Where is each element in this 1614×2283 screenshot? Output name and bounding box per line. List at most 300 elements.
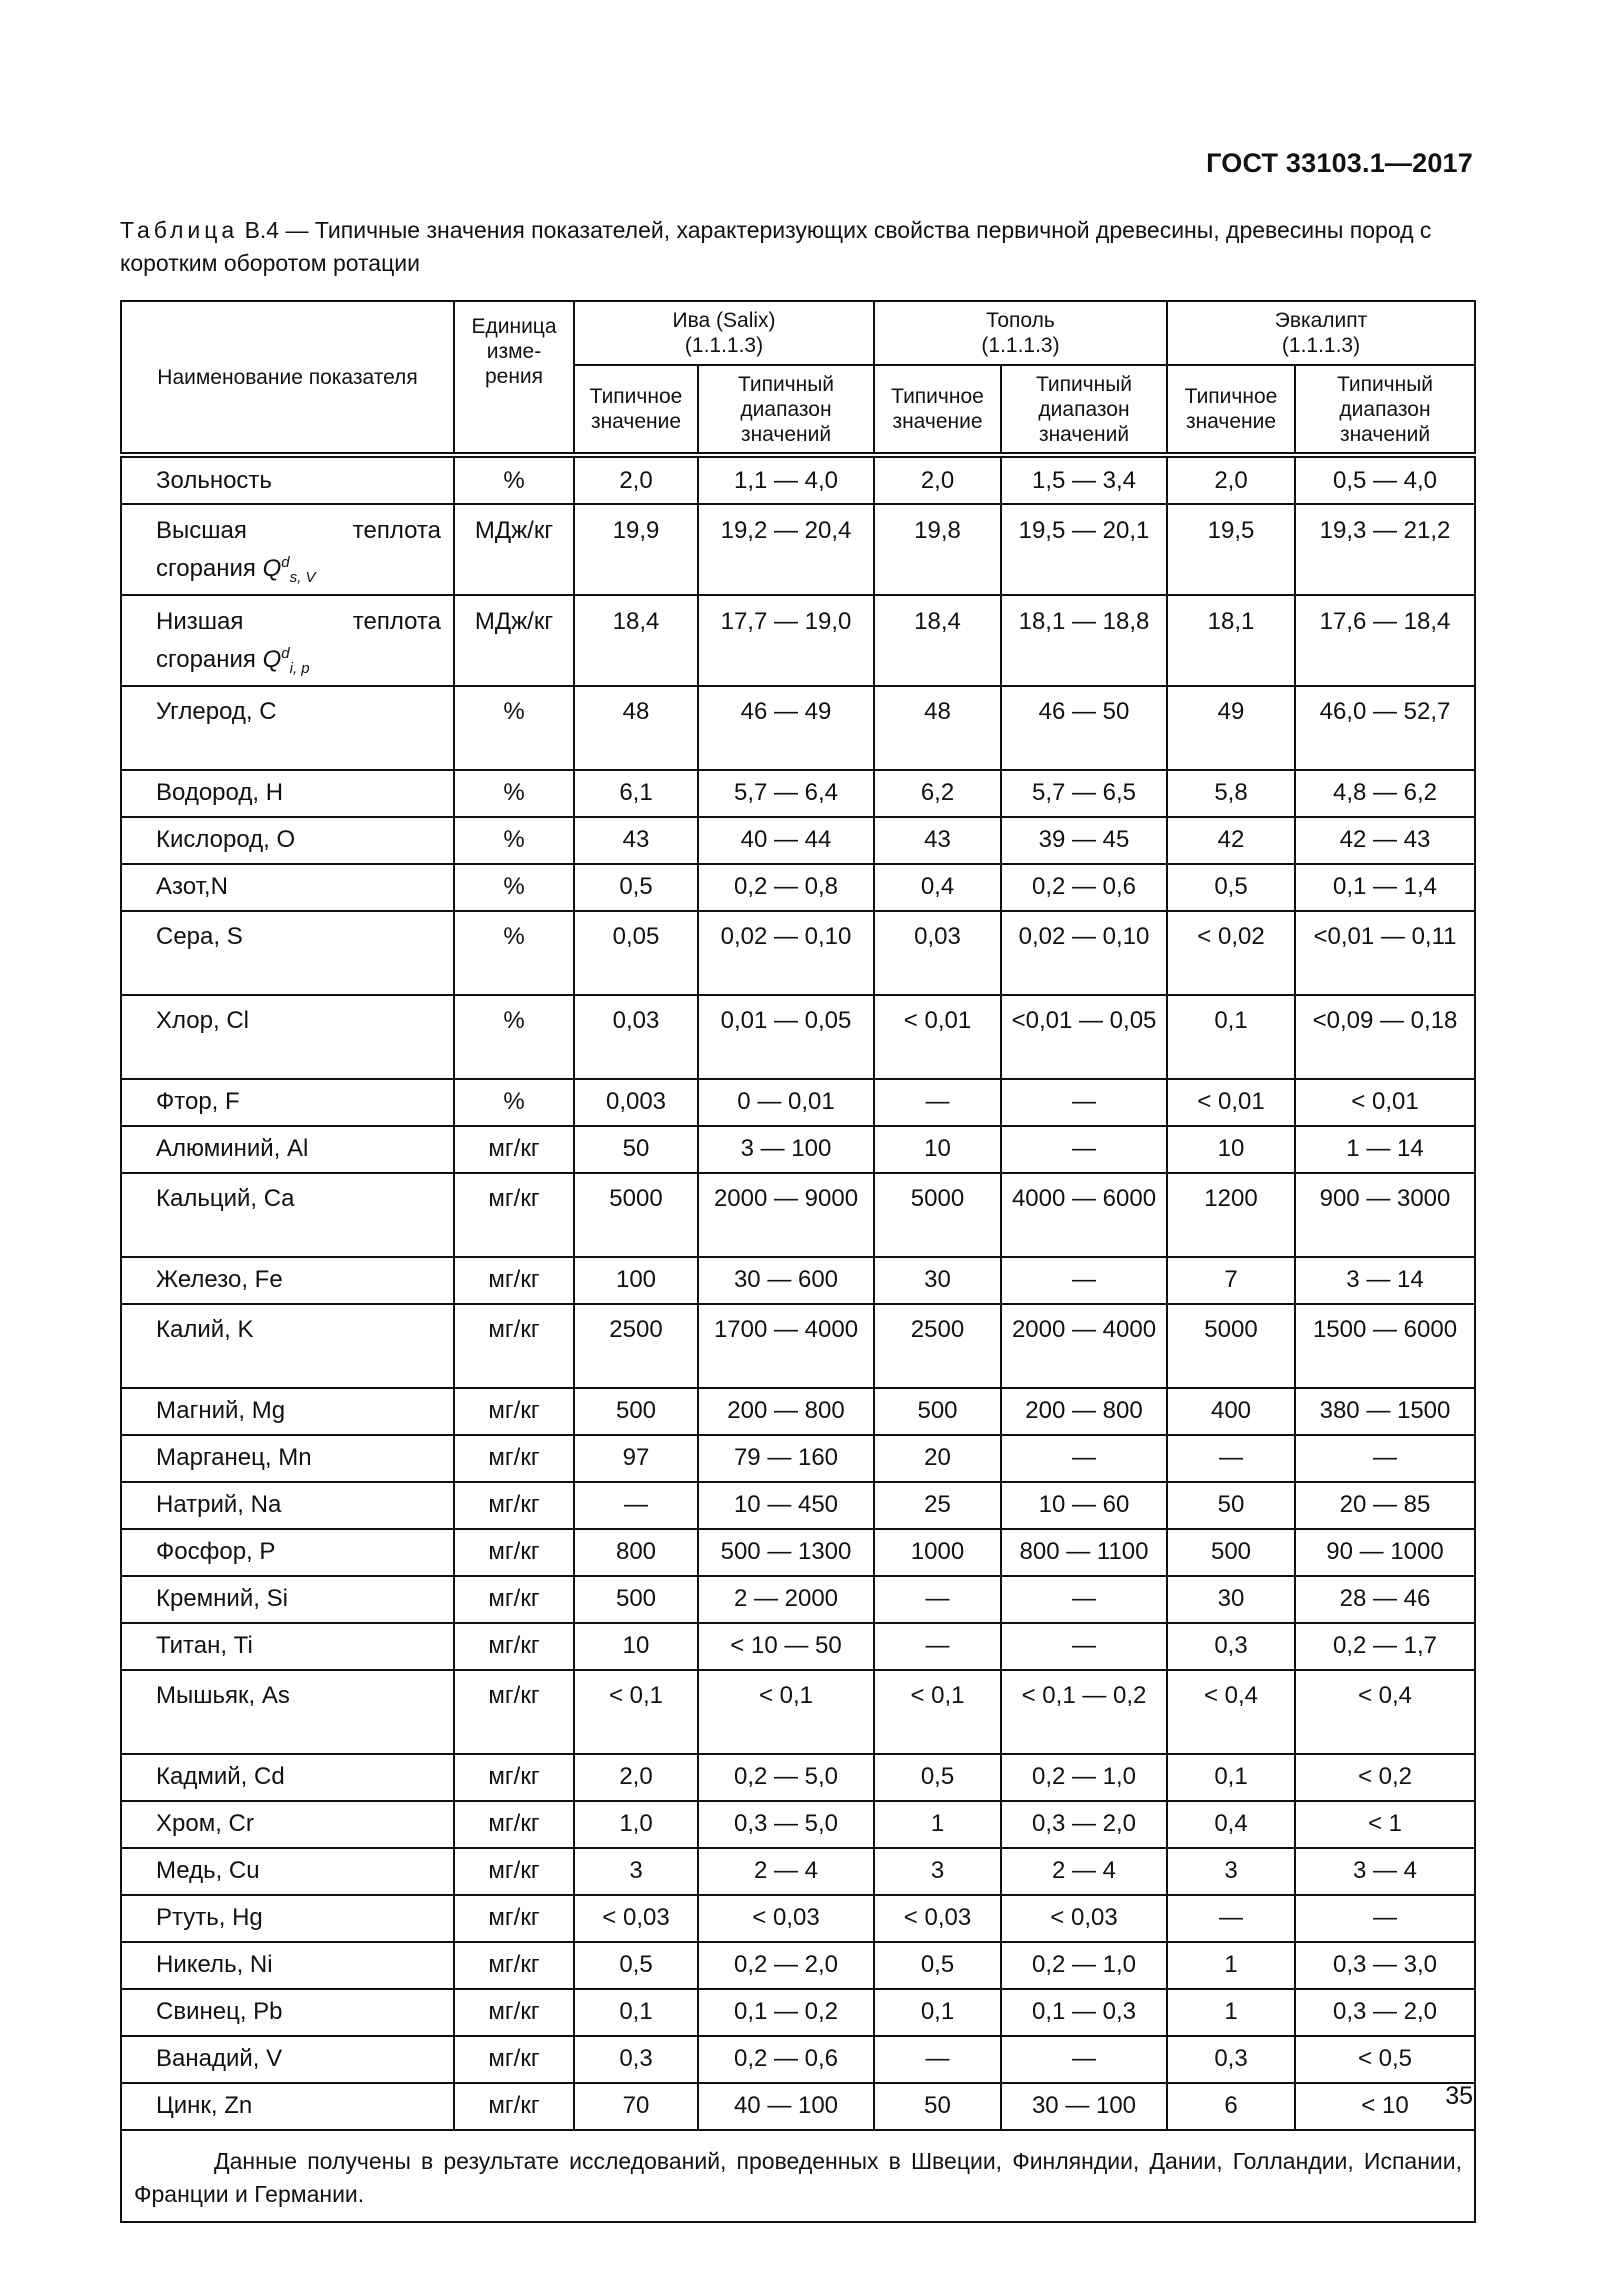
cell-typical: — [1167,1435,1295,1482]
row-name [121,1257,454,1304]
cell-range: 0,02 — 0,10 [1001,911,1167,995]
heat-symbol-sub: s, V [289,568,316,586]
cell-typical: 1000 [874,1529,1001,1576]
cell-range: 46 — 49 [698,686,874,770]
cell-typical: 400 [1167,1388,1295,1435]
cell-typical: < 0,01 [1167,1079,1295,1126]
cell-range: 79 — 160 [698,1435,874,1482]
row-name-text: Мышьяк, As [156,1681,290,1709]
row-name [121,1623,454,1670]
cell-range: — [1001,2036,1167,2083]
heat-symbol-sup: d [281,554,290,571]
row-name-text: Кальций, Ca [156,1184,295,1212]
row-unit: мг/кг [454,1529,574,1576]
row-unit: МДж/кг [454,595,574,686]
cell-range: 90 — 1000 [1295,1529,1475,1576]
cell-range: — [1001,1623,1167,1670]
row-name-text: Кислород, O [156,826,296,854]
row-name-text: Свинец, Pb [156,1998,283,2026]
row-name-text: Титан, Ti [156,1632,253,1660]
cell-typical: 3 [1167,1848,1295,1895]
table-row [121,595,1475,686]
row-name-text: Фосфор, P [156,1538,276,1566]
row-unit: мг/кг [454,1388,574,1435]
cell-range: 0,1 — 0,2 [698,1989,874,2036]
caption-label: Таблица [120,217,239,243]
cell-range: 1 — 14 [1295,1126,1475,1173]
table-row [121,1801,1475,1848]
cell-typical: 500 [1167,1529,1295,1576]
cell-range: 19,5 — 20,1 [1001,504,1167,595]
heat-symbol-sub: i, p [289,659,310,677]
cell-typical: 1 [874,1801,1001,1848]
cell-typical: < 0,1 [874,1670,1001,1754]
row-name-text: Калий, K [156,1315,254,1343]
cell-typical: < 0,1 [574,1670,698,1754]
cell-typical: 48 [574,686,698,770]
cell-range: < 0,03 [1001,1895,1167,1942]
cell-range: 0,2 — 5,0 [698,1754,874,1801]
cell-typical: 0,1 [1167,995,1295,1079]
table-row [121,1126,1475,1173]
table-row [121,911,1475,995]
subheader-typical: Типичное значение [574,365,698,455]
group-name: Эвкалипт [1274,309,1368,332]
row-unit: мг/кг [454,1576,574,1623]
row-name [121,1482,454,1529]
cell-typical: 500 [574,1388,698,1435]
cell-typical: 2,0 [574,1754,698,1801]
row-name-text: Фтор, F [156,1088,240,1116]
header-group-willow [574,301,874,365]
cell-typical: 500 [874,1388,1001,1435]
cell-range: 17,7 — 19,0 [698,595,874,686]
cell-range: 0,3 — 2,0 [1295,1989,1475,2036]
subheader-range: Типичный диапазон значений [1295,365,1475,455]
cell-range: 39 — 45 [1001,817,1167,864]
cell-range: 800 — 1100 [1001,1529,1167,1576]
cell-typical: 800 [574,1529,698,1576]
cell-range: 5,7 — 6,5 [1001,770,1167,817]
cell-range: <0,01 — 0,05 [1001,995,1167,1079]
table-footnote-cell [121,2130,1475,2222]
cell-range: 30 — 100 [1001,2083,1167,2130]
row-name [121,1079,454,1126]
cell-typical: 50 [1167,1482,1295,1529]
cell-range: — [1001,1257,1167,1304]
cell-typical: 0,3 [1167,1623,1295,1670]
table-row [121,2036,1475,2083]
row-unit: % [454,864,574,911]
cell-typical: 0,05 [574,911,698,995]
cell-range: 0,2 — 1,7 [1295,1623,1475,1670]
row-name [121,817,454,864]
cell-typical: 1 [1167,1942,1295,1989]
heat-symbol: $Q^d_{i, p}$ [262,644,310,677]
cell-range: 3 — 100 [698,1126,874,1173]
cell-range: 0,3 — 3,0 [1295,1942,1475,1989]
cell-range: — [1001,1079,1167,1126]
cell-typical: 0,4 [874,864,1001,911]
header-group-poplar [874,301,1167,365]
row-name [121,1173,454,1257]
group-ref: (1.1.1.3) [684,334,764,357]
cell-typical: — [1167,1895,1295,1942]
row-name [121,1670,454,1754]
table-footnote-row [121,2130,1475,2222]
cell-range: <0,01 — 0,11 [1295,911,1475,995]
cell-typical: 0,3 [1167,2036,1295,2083]
cell-typical: 18,4 [874,595,1001,686]
row-name [121,686,454,770]
cell-typical: 500 [574,1576,698,1623]
cell-range: 0,2 — 2,0 [698,1942,874,1989]
row-name-text: Высшая теплота сгорания [156,517,441,582]
cell-range: — [1001,1126,1167,1173]
row-unit: мг/кг [454,2036,574,2083]
row-name [121,1576,454,1623]
subheader-range: Типичный диапазон значений [1001,365,1167,455]
cell-range: 10 — 450 [698,1482,874,1529]
cell-typical: 20 [874,1435,1001,1482]
row-unit: % [454,455,574,504]
row-name [121,1801,454,1848]
cell-typical: 5000 [874,1173,1001,1257]
standard-code: ГОСТ 33103.1—2017 [1206,148,1473,178]
cell-range: 46,0 — 52,7 [1295,686,1475,770]
cell-range: 380 — 1500 [1295,1388,1475,1435]
row-name [121,2036,454,2083]
row-name-text: Железо, Fe [156,1266,283,1294]
row-name-text: Хлор, Cl [156,1006,249,1034]
cell-range: — [1295,1435,1475,1482]
cell-typical: 2,0 [1167,455,1295,504]
cell-range: < 0,5 [1295,2036,1475,2083]
cell-typical: 30 [874,1257,1001,1304]
row-name-text: Кадмий, Cd [156,1763,285,1791]
cell-range: 4000 — 6000 [1001,1173,1167,1257]
caption-number: В.4 [244,217,280,243]
cell-range: 20 — 85 [1295,1482,1475,1529]
cell-typical: < 0,02 [1167,911,1295,995]
cell-range: 0,3 — 5,0 [698,1801,874,1848]
cell-typical: 0,4 [1167,1801,1295,1848]
cell-range: 3 — 4 [1295,1848,1475,1895]
cell-typical: 0,03 [874,911,1001,995]
cell-range: 46 — 50 [1001,686,1167,770]
cell-typical: 48 [874,686,1001,770]
table-row [121,2083,1475,2130]
row-name [121,455,454,504]
cell-typical: — [874,1079,1001,1126]
table-row [121,1848,1475,1895]
cell-typical: 30 [1167,1576,1295,1623]
table-row [121,1257,1475,1304]
cell-range: 0,2 — 0,6 [1001,864,1167,911]
row-name [121,1529,454,1576]
cell-typical: 50 [574,1126,698,1173]
row-unit: мг/кг [454,1670,574,1754]
caption-text: — Типичные значения показателей, характеризующих свойства первичной древесины, древесины пород с коротким оборотом ротации [120,217,1432,276]
cell-typical: 7 [1167,1257,1295,1304]
table-head [121,301,1475,455]
cell-typical: 18,1 [1167,595,1295,686]
cell-range: — [1001,1576,1167,1623]
row-name [121,1754,454,1801]
cell-typical: 10 [574,1623,698,1670]
cell-range: < 0,4 [1295,1670,1475,1754]
cell-range: 10 — 60 [1001,1482,1167,1529]
cell-typical: 6 [1167,2083,1295,2130]
cell-range: < 10 — 50 [698,1623,874,1670]
table-row [121,1435,1475,1482]
row-name [121,2083,454,2130]
cell-typical: 1,0 [574,1801,698,1848]
table-row [121,1482,1475,1529]
table-row [121,1989,1475,2036]
row-name [121,911,454,995]
row-unit: мг/кг [454,1173,574,1257]
header-group-eucalyptus [1167,301,1475,365]
cell-typical: 5000 [574,1173,698,1257]
row-unit: мг/кг [454,1623,574,1670]
table-row [121,1895,1475,1942]
cell-range: 0,02 — 0,10 [698,911,874,995]
row-unit: мг/кг [454,1989,574,2036]
row-unit: мг/кг [454,1304,574,1388]
row-unit: мг/кг [454,1126,574,1173]
cell-typical: 100 [574,1257,698,1304]
cell-range: < 0,1 — 0,2 [1001,1670,1167,1754]
row-name [121,504,454,595]
table-row [121,1529,1475,1576]
cell-typical: 10 [874,1126,1001,1173]
table-footnote: Данные получены в результате исследований, проведенных в Швеции, Финляндии, Дании, Голландии, Испании, Франции и Германии. [134,2147,1462,2207]
row-name [121,864,454,911]
row-name-text: Водород, H [156,779,284,807]
cell-typical: < 0,01 [874,995,1001,1079]
group-name: Тополь [986,309,1055,332]
cell-typical: 2,0 [574,455,698,504]
row-name-text: Магний, Mg [156,1397,286,1425]
heat-symbol: $Q^d_{s, V}$ [262,554,316,586]
row-name [121,1848,454,1895]
cell-typical: < 0,03 [574,1895,698,1942]
cell-range: < 0,2 [1295,1754,1475,1801]
table-row [121,1942,1475,1989]
row-name-text: Кремний, Si [156,1585,288,1613]
cell-range: 1500 — 6000 [1295,1304,1475,1388]
cell-typical: 1200 [1167,1173,1295,1257]
row-name [121,770,454,817]
row-name [121,995,454,1079]
row-unit: % [454,995,574,1079]
row-name [121,1942,454,1989]
cell-typical: 0,5 [574,1942,698,1989]
cell-range: — [1001,1435,1167,1482]
row-name-text: Ртуть, Hg [156,1904,263,1932]
cell-range: 17,6 — 18,4 [1295,595,1475,686]
row-name-text: Сера, S [156,922,243,950]
cell-typical: 1 [1167,1989,1295,2036]
row-name-text: Марганец, Mn [156,1444,312,1472]
row-unit: % [454,686,574,770]
cell-range: 1,1 — 4,0 [698,455,874,504]
cell-range: 200 — 800 [698,1388,874,1435]
row-name-text: Углерод, C [156,697,277,725]
group-ref: (1.1.1.3) [981,334,1060,357]
row-unit: МДж/кг [454,504,574,595]
row-name [121,1989,454,2036]
cell-typical: 3 [874,1848,1001,1895]
cell-typical: 70 [574,2083,698,2130]
cell-typical: 19,8 [874,504,1001,595]
cell-typical: 42 [1167,817,1295,864]
table-row [121,817,1475,864]
cell-range: 0,5 — 4,0 [1295,455,1475,504]
cell-range: 2000 — 4000 [1001,1304,1167,1388]
cell-range: 900 — 3000 [1295,1173,1475,1257]
cell-range: 0,2 — 1,0 [1001,1942,1167,1989]
cell-range: < 10 [1295,2083,1475,2130]
cell-typical: 25 [874,1482,1001,1529]
group-ref: (1.1.1.3) [1281,334,1361,357]
cell-typical: 6,1 [574,770,698,817]
cell-range: < 1 [1295,1801,1475,1848]
cell-typical: 2,0 [874,455,1001,504]
cell-range: 2 — 4 [1001,1848,1167,1895]
cell-range: 5,7 — 6,4 [698,770,874,817]
row-name [121,1304,454,1388]
cell-typical: — [874,2036,1001,2083]
cell-typical: 43 [574,817,698,864]
cell-range: 19,2 — 20,4 [698,504,874,595]
cell-range: 1700 — 4000 [698,1304,874,1388]
cell-typical: — [874,1623,1001,1670]
cell-typical: 18,4 [574,595,698,686]
row-unit: мг/кг [454,1848,574,1895]
cell-typical: 49 [1167,686,1295,770]
cell-typical: 0,1 [874,1989,1001,2036]
group-name: Ива (Salix) [672,309,776,332]
table-row [121,1388,1475,1435]
row-name-text: Натрий, Na [156,1491,282,1519]
cell-range: 0 — 0,01 [698,1079,874,1126]
cell-typical: 0,5 [874,1754,1001,1801]
cell-typical: — [574,1482,698,1529]
table-row [121,1079,1475,1126]
row-name-text: Медь, Cu [156,1857,260,1885]
row-unit: мг/кг [454,1257,574,1304]
row-name [121,1435,454,1482]
cell-range: <0,09 — 0,18 [1295,995,1475,1079]
row-unit: мг/кг [454,2083,574,2130]
cell-range: 19,3 — 21,2 [1295,504,1475,595]
cell-typical: < 0,4 [1167,1670,1295,1754]
cell-typical: 0,5 [874,1942,1001,1989]
cell-range: 0,1 — 1,4 [1295,864,1475,911]
cell-range: — [1295,1895,1475,1942]
cell-typical: 5,8 [1167,770,1295,817]
cell-range: 2000 — 9000 [698,1173,874,1257]
cell-range: < 0,03 [698,1895,874,1942]
page-number: 35 [1445,2082,1473,2110]
table-row [121,455,1475,504]
table-row [121,1576,1475,1623]
header-name: Наименование показателя [121,301,454,455]
cell-range: 18,1 — 18,8 [1001,595,1167,686]
subheader-typical: Типичное значение [874,365,1001,455]
cell-typical: 10 [1167,1126,1295,1173]
cell-range: 0,1 — 0,3 [1001,1989,1167,2036]
table-row [121,686,1475,770]
cell-range: 0,01 — 0,05 [698,995,874,1079]
row-name-text: Зольность [156,466,272,494]
cell-range: 0,2 — 1,0 [1001,1754,1167,1801]
row-unit: % [454,1079,574,1126]
table-row [121,995,1475,1079]
cell-typical: 0,3 [574,2036,698,2083]
cell-typical: 6,2 [874,770,1001,817]
cell-typical: < 0,03 [874,1895,1001,1942]
cell-typical: 5000 [1167,1304,1295,1388]
row-unit: мг/кг [454,1482,574,1529]
cell-range: 40 — 100 [698,2083,874,2130]
subheader-range: Типичный диапазон значений [698,365,874,455]
cell-range: 42 — 43 [1295,817,1475,864]
data-table [120,300,1476,2223]
table-row [121,504,1475,595]
row-unit: мг/кг [454,1895,574,1942]
table-caption [120,214,1474,280]
header-unit: Единица изме-рения [454,301,574,455]
cell-range: 0,2 — 0,8 [698,864,874,911]
row-unit: мг/кг [454,1435,574,1482]
cell-typical: 2500 [574,1304,698,1388]
table-body [121,455,1475,2222]
row-name-text: Ванадий, V [156,2045,283,2073]
row-name [121,1126,454,1173]
table-row [121,864,1475,911]
cell-range: 0,3 — 2,0 [1001,1801,1167,1848]
cell-range: 30 — 600 [698,1257,874,1304]
cell-typical: 0,03 [574,995,698,1079]
row-name-text: Цинк, Zn [156,2092,253,2120]
heat-symbol-sup: d [281,644,290,662]
cell-typical: 0,5 [1167,864,1295,911]
cell-typical: 3 [574,1848,698,1895]
cell-range: 3 — 14 [1295,1257,1475,1304]
cell-typical: 0,5 [574,864,698,911]
cell-range: 200 — 800 [1001,1388,1167,1435]
table-row [121,1173,1475,1257]
cell-range: 2 — 2000 [698,1576,874,1623]
row-name-text: Алюминий, Al [156,1135,309,1163]
table-row [121,1304,1475,1388]
cell-typical: 50 [874,2083,1001,2130]
row-unit: % [454,770,574,817]
row-unit: мг/кг [454,1801,574,1848]
row-name [121,595,454,686]
cell-typical: 97 [574,1435,698,1482]
row-unit: мг/кг [454,1942,574,1989]
cell-range: 500 — 1300 [698,1529,874,1576]
row-name-text: Никель, Ni [156,1951,273,1979]
row-name [121,1895,454,1942]
cell-typical: 2500 [874,1304,1001,1388]
subheader-typical: Типичное значение [1167,365,1295,455]
cell-range: 2 — 4 [698,1848,874,1895]
